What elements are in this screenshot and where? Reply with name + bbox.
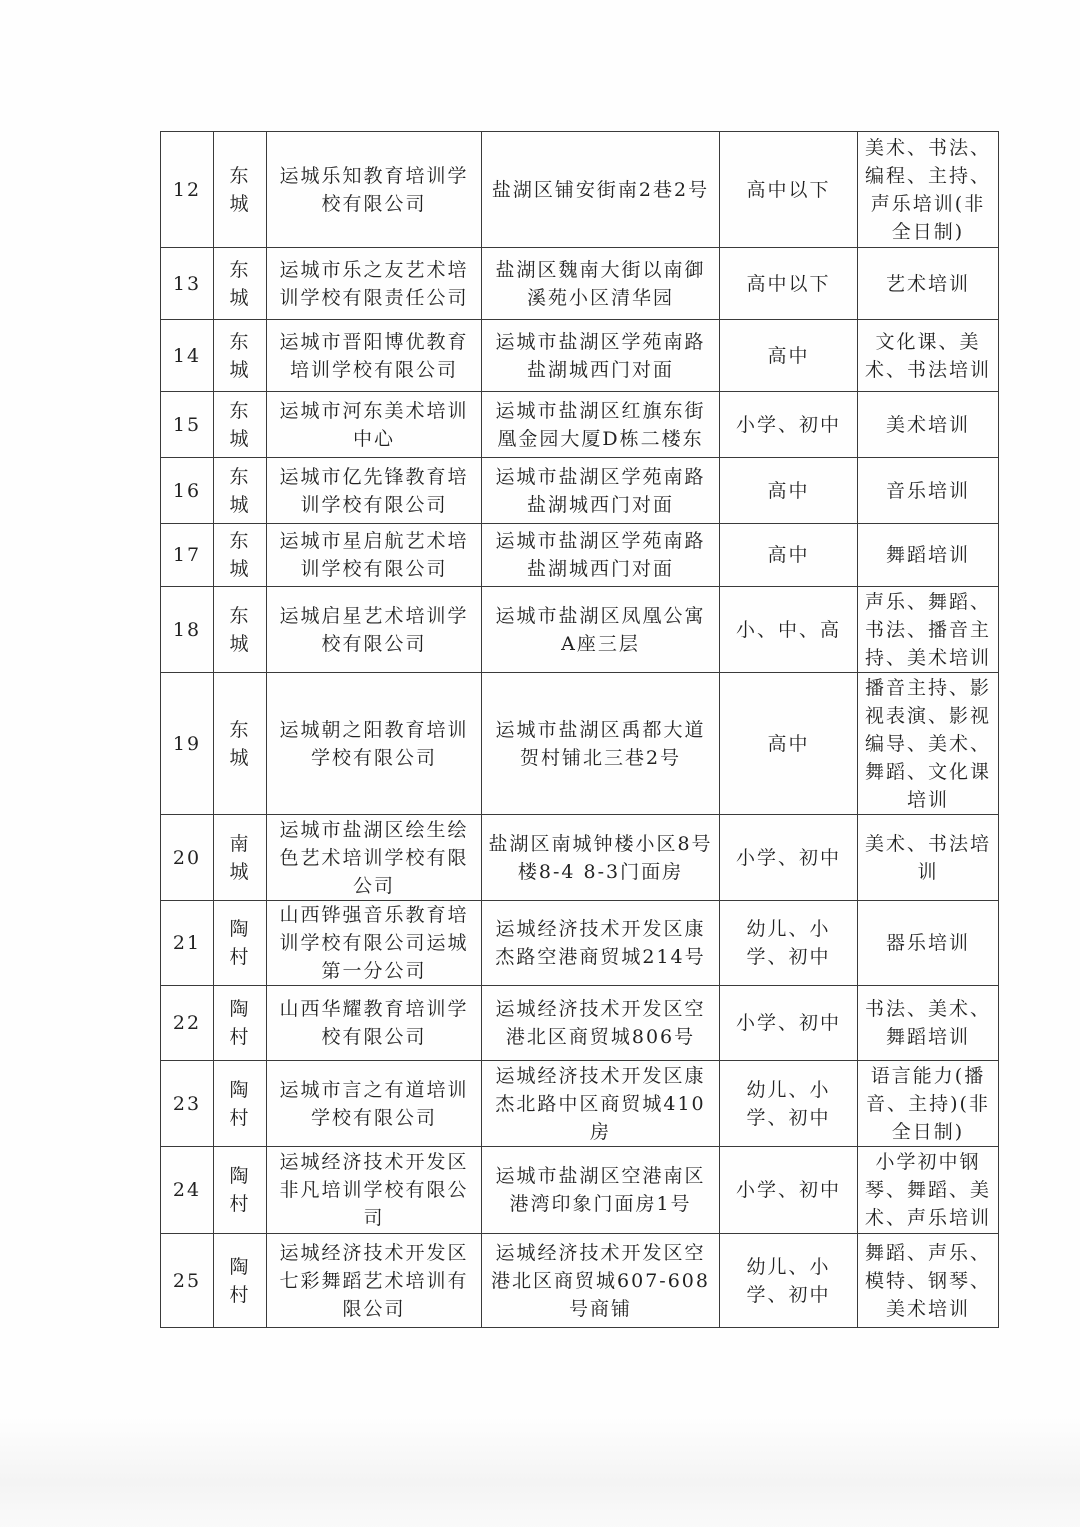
address-cell: 运城经济技术开发区空港北区商贸城607-608号商铺 (482, 1234, 720, 1328)
table-row (161, 132, 999, 248)
training-subjects-cell: 声乐、舞蹈、书法、播音主持、美术培训 (858, 587, 999, 673)
grade-level-cell: 小、中、高 (720, 587, 858, 673)
table-row (161, 248, 999, 320)
row-number-cell: 13 (161, 248, 214, 320)
scan-shadow (0, 1415, 1080, 1527)
district-cell (214, 132, 267, 248)
grade-level-cell: 高中 (720, 673, 858, 815)
grade-level-cell: 高中以下 (720, 132, 858, 248)
school-name-cell: 运城经济技术开发区七彩舞蹈艺术培训有限公司 (267, 1234, 482, 1328)
grade-level-cell: 小学、初中 (720, 392, 858, 458)
district-text: 南城 (229, 832, 251, 883)
row-number-cell: 17 (161, 524, 214, 587)
table-row (161, 673, 999, 815)
training-subjects-cell: 舞蹈培训 (858, 524, 999, 587)
school-name-cell: 运城市河东美术培训中心 (267, 392, 482, 458)
row-number-cell: 23 (161, 1061, 214, 1147)
training-subjects-cell: 美术、书法、编程、主持、声乐培训(非全日制) (858, 132, 999, 248)
district-cell (214, 1061, 267, 1147)
row-number-cell: 22 (161, 986, 214, 1061)
row-number-cell: 20 (161, 815, 214, 901)
grade-level-cell: 小学、初中 (720, 986, 858, 1061)
district-cell (214, 392, 267, 458)
school-name-cell: 运城启星艺术培训学校有限公司 (267, 587, 482, 673)
table-row (161, 1234, 999, 1328)
row-number-cell: 24 (161, 1147, 214, 1234)
training-subjects-cell: 美术培训 (858, 392, 999, 458)
training-subjects-cell: 舞蹈、声乐、模特、钢琴、美术培训 (858, 1234, 999, 1328)
address-cell: 运城经济技术开发区空港北区商贸城806号 (482, 986, 720, 1061)
table-row (161, 901, 999, 986)
district-text: 东城 (229, 604, 251, 655)
address-cell: 运城经济技术开发区康杰北路中区商贸城410房 (482, 1061, 720, 1147)
district-text: 东城 (229, 530, 251, 580)
district-cell (214, 986, 267, 1061)
row-number-cell: 16 (161, 458, 214, 524)
school-name-cell: 运城朝之阳教育培训学校有限公司 (267, 673, 482, 815)
address-cell: 盐湖区魏南大街以南御溪苑小区清华园 (482, 248, 720, 320)
table-row (161, 392, 999, 458)
training-school-table (160, 131, 999, 1328)
row-number-cell: 25 (161, 1234, 214, 1328)
training-subjects-cell: 语言能力(播音、主持)(非全日制) (858, 1061, 999, 1147)
school-name-cell: 运城市言之有道培训学校有限公司 (267, 1061, 482, 1147)
table-row (161, 524, 999, 587)
district-cell (214, 673, 267, 815)
table-row (161, 458, 999, 524)
table-row (161, 1147, 999, 1234)
address-cell: 运城市盐湖区红旗东街凰金园大厦D栋二楼东 (482, 392, 720, 458)
school-name-cell: 山西铧强音乐教育培训学校有限公司运城第一分公司 (267, 901, 482, 986)
training-subjects-cell: 音乐培训 (858, 458, 999, 524)
training-subjects-cell: 播音主持、影视表演、影视编导、美术、舞蹈、文化课培训 (858, 673, 999, 815)
grade-level-cell: 幼儿、小学、初中 (720, 1234, 858, 1328)
row-number-cell: 18 (161, 587, 214, 673)
district-cell (214, 901, 267, 986)
grade-level-cell: 小学、初中 (720, 1147, 858, 1234)
table-row (161, 1061, 999, 1147)
row-number-cell: 15 (161, 392, 214, 458)
address-cell: 盐湖区铺安街南2巷2号 (482, 132, 720, 248)
row-number-cell: 12 (161, 132, 214, 248)
district-text: 东城 (229, 164, 251, 215)
table-row (161, 986, 999, 1061)
district-text: 东城 (229, 465, 251, 516)
grade-level-cell: 小学、初中 (720, 815, 858, 901)
district-text: 东城 (229, 718, 251, 769)
row-number-cell: 21 (161, 901, 214, 986)
grade-level-cell: 高中 (720, 320, 858, 392)
district-text: 陶村 (229, 1165, 251, 1215)
district-text: 东城 (229, 399, 251, 450)
training-subjects-cell: 艺术培训 (858, 248, 999, 320)
address-cell: 盐湖区南城钟楼小区8号楼8-4 8-3门面房 (482, 815, 720, 901)
grade-level-cell: 高中以下 (720, 248, 858, 320)
district-text: 东城 (229, 258, 251, 309)
grade-level-cell: 高中 (720, 524, 858, 587)
row-number-cell: 14 (161, 320, 214, 392)
school-name-cell: 运城市晋阳博优教育培训学校有限公司 (267, 320, 482, 392)
address-cell: 运城市盐湖区学苑南路盐湖城西门对面 (482, 320, 720, 392)
grade-level-cell: 高中 (720, 458, 858, 524)
address-cell: 运城市盐湖区学苑南路盐湖城西门对面 (482, 458, 720, 524)
address-cell: 运城市盐湖区空港南区港湾印象门面房1号 (482, 1147, 720, 1234)
district-cell (214, 458, 267, 524)
training-subjects-cell: 文化课、美术、书法培训 (858, 320, 999, 392)
grade-level-cell: 幼儿、小学、初中 (720, 901, 858, 986)
school-name-cell: 运城市乐之友艺术培训学校有限责任公司 (267, 248, 482, 320)
training-subjects-cell: 美术、书法培训 (858, 815, 999, 901)
school-name-cell: 运城市星启航艺术培训学校有限公司 (267, 524, 482, 587)
table-row (161, 815, 999, 901)
grade-level-cell: 幼儿、小学、初中 (720, 1061, 858, 1147)
school-name-cell: 山西华耀教育培训学校有限公司 (267, 986, 482, 1061)
district-cell (214, 1147, 267, 1234)
district-text: 陶村 (229, 998, 251, 1048)
district-text: 东城 (229, 330, 251, 381)
address-cell: 运城市盐湖区学苑南路盐湖城西门对面 (482, 524, 720, 587)
district-cell (214, 320, 267, 392)
school-name-cell: 运城市盐湖区绘生绘色艺术培训学校有限公司 (267, 815, 482, 901)
table-row (161, 320, 999, 392)
address-cell: 运城经济技术开发区康杰路空港商贸城214号 (482, 901, 720, 986)
district-cell (214, 524, 267, 587)
row-number-cell: 19 (161, 673, 214, 815)
district-text: 陶村 (229, 918, 251, 968)
training-subjects-cell: 小学初中钢琴、舞蹈、美术、声乐培训 (858, 1147, 999, 1234)
school-name-cell: 运城市亿先锋教育培训学校有限公司 (267, 458, 482, 524)
address-cell: 运城市盐湖区禹都大道贺村铺北三巷2号 (482, 673, 720, 815)
district-cell (214, 248, 267, 320)
district-cell (214, 1234, 267, 1328)
district-cell (214, 815, 267, 901)
address-cell: 运城市盐湖区凤凰公寓A座三层 (482, 587, 720, 673)
district-text: 陶村 (229, 1078, 251, 1129)
school-name-cell: 运城经济技术开发区非凡培训学校有限公司 (267, 1147, 482, 1234)
district-text: 陶村 (229, 1255, 251, 1306)
training-subjects-cell: 书法、美术、舞蹈培训 (858, 986, 999, 1061)
training-subjects-cell: 器乐培训 (858, 901, 999, 986)
school-name-cell: 运城乐知教育培训学校有限公司 (267, 132, 482, 248)
table-row (161, 587, 999, 673)
district-cell (214, 587, 267, 673)
